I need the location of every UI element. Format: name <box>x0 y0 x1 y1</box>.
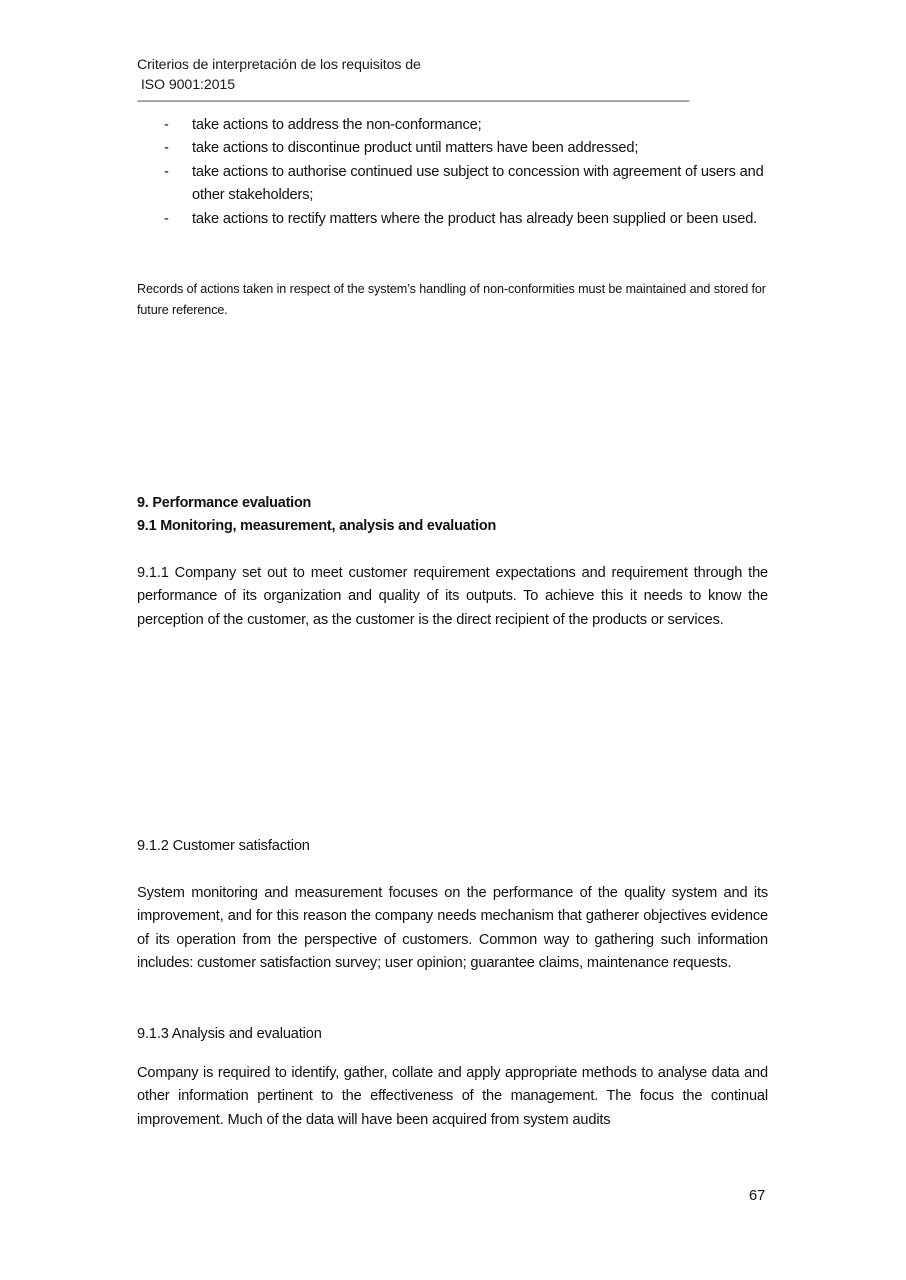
bullet-dash: - <box>164 210 169 227</box>
list-item-text: take actions to authorise continued use subject to concession with agreement of users and other stakeholders; <box>192 163 764 204</box>
heading-9-1-2: 9.1.2 Customer satisfaction <box>137 838 310 854</box>
bullet-dash: - <box>164 117 169 133</box>
action-bullet-list <box>137 114 767 231</box>
paragraph-9-1-2: System monitoring and measurement focuses on the performance of the quality system and its improvement, and for this reason the company needs mechanism that gatherer objectives evidence of its operation from the perspective of customers. Common way to gathering such information includes: customer satisfaction survey; user opinion; guarantee claims, maintenance requests. <box>137 885 768 972</box>
paragraph-9-1-1: 9.1.1 Company set out to meet customer requirement expectations and requirement through the performance of its organization and quality of its outputs. To achieve this it needs to know the perception of the customer, as the customer is the direct recipient of the products or services. <box>137 565 768 628</box>
paragraph-9-1-3: Company is required to identify, gather, collate and apply appropriate methods to analyse data and other information pertinent to the effectiveness of the management. The focus the continual improvement. Much of the data will have been acquired from system audits <box>137 1065 768 1128</box>
heading-9-1-3: 9.1.3 Analysis and evaluation <box>137 1026 322 1042</box>
list-item <box>137 208 767 231</box>
bullet-dash: - <box>164 140 169 157</box>
list-item-text: take actions to rectify matters where the product has already been supplied or been used. <box>192 210 758 227</box>
list-item-text: take actions to address the non-conformance; <box>192 117 482 133</box>
list-item <box>137 161 767 208</box>
bullet-dash: - <box>164 163 169 180</box>
page-number: 67 <box>749 1188 766 1204</box>
list-item <box>137 114 767 137</box>
list-item <box>137 137 767 160</box>
header-dashed-rule: -------------------------------------------------------------------------------------------------------------------------------------------------------------------------------------------------------------------------------- <box>137 96 689 106</box>
subsection-heading: 9.1 Monitoring, measurement, analysis and evaluation <box>137 518 497 534</box>
section-heading: 9. Performance evaluation <box>137 495 312 511</box>
records-note-paragraph: Records of actions taken in respect of the system’s handling of non-conformities must be maintained and stored for future reference. <box>137 282 766 317</box>
list-item-text: take actions to discontinue product until matters have been addressed; <box>192 140 639 157</box>
running-header-title: Criterios de interpretación de los requisitos de <box>137 57 421 73</box>
running-header-standard: ISO 9001:2015 <box>137 77 235 93</box>
